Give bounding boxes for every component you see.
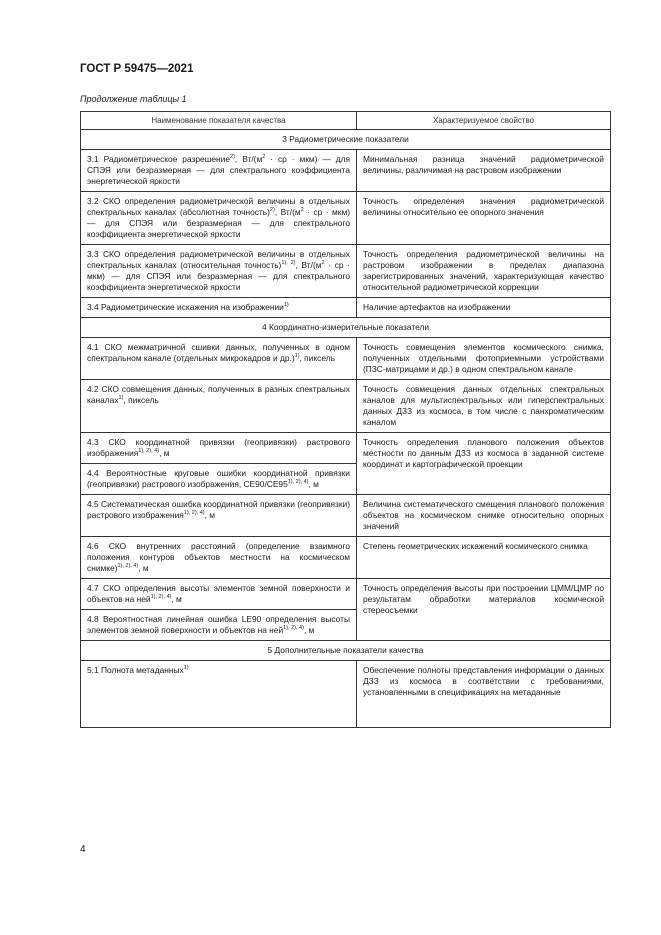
table-row [81, 661, 611, 728]
table-row [81, 579, 611, 610]
indicator-cell: 3.2 СКО определения радиометрической величины в отдельных спектральных каналах (абсолютная точность)$^{2)}$, $Вт/(м^2$ · ср · мкм) — для СПЭЯ или безразмерная — для спектрального коэффициента энергетической яркости [81, 192, 357, 245]
property-cell: Точность определения радиометрической величины на растровом изображении в пределах диапазона зарегистрированных значений, характеризующая качество относительной радиометрической коррекции [357, 245, 611, 298]
column-header-indicator: Наименование показателя качества [81, 112, 357, 130]
table-row [81, 433, 611, 464]
property-cell: Точность определения значения радиометрической величины относительно ее опорного значения [357, 192, 611, 245]
section-row-coordinate [81, 318, 611, 338]
table-row [81, 338, 611, 380]
section-title: 3 Радиометрические показатели [81, 130, 611, 150]
section-row-additional [81, 641, 611, 661]
document-code: ГОСТ Р 59475—2021 [80, 63, 194, 75]
property-cell: Точность совмещения элементов космического снимка, полученных отдельными фотоприемными устройствами (ПЗС-матрицами и др.) в одном спектральном канале [357, 338, 611, 380]
table-row [81, 380, 611, 433]
indicator-cell: 3.4 Радиометрические искажения на изображении$^{1)}$ [81, 298, 357, 318]
property-cell: Точность определения планового положения объектов местности по данным ДЗЗ из космоса в заданной системе координат и картографической проекции [357, 433, 611, 495]
indicator-cell: 4.2 СКО совмещения данных, полученных в разных спектральных каналах$^{1)}$, пиксель [81, 380, 357, 433]
table-row [81, 245, 611, 298]
indicator-cell: 4.3 СКО координатной привязки (геопривязки) растрового изображения$^{1), 2), 4)}$, м [81, 433, 357, 464]
table-row [81, 150, 611, 192]
indicator-cell: 4.7 СКО определения высоты элементов земной поверхности и объектов на ней$^{1), 2), 4)}$, м [81, 579, 357, 610]
property-cell: Величина систематического смещения планового положения объектов на космическом снимке относительно опорных значений [357, 495, 611, 537]
property-cell: Точность совмещения данных отдельных спектральных каналов для мультиспектральных или гиперспектральных данных ДЗЗ из космоса, в том числе с панхроматическим каналом [357, 380, 611, 433]
page-number: 4 [80, 844, 86, 855]
table-header-row [81, 112, 611, 130]
indicator-cell: 3.3 СКО определения радиометрической величины в отдельных спектральных каналах (относительная точность)$^{1), 2)}$, $Вт/(м^2$ · ср · мкм) — для СПЭЯ или безразмерная — для спектрального коэффициента энергетической яркости [81, 245, 357, 298]
table-row [81, 298, 611, 318]
column-header-property: Характеризуемое свойство [357, 112, 611, 130]
indicator-cell: 4.4 Вероятностные круговые ошибки координатной привязки (геопривязки) растрового изображения, $CE90/CE95^{1), 2), 4)}$, м [81, 464, 357, 495]
indicator-cell: 5.1 Полнота метаданных$^{1)}$ [81, 661, 357, 728]
section-title: 4 Координатно-измерительные показатели [81, 318, 611, 338]
indicator-cell: 4.6 СКО внутренних расстояний (определение взаимного положения контуров объектов местности на космическом снимке)$^{1), 2), 4)}$, м [81, 537, 357, 579]
table-row [81, 192, 611, 245]
indicator-cell: 4.5 Систематическая ошибка координатной привязки (геопривязки) растрового изображения$^{1), 2), 4)}$, м [81, 495, 357, 537]
section-title: 5 Дополнительные показатели качества [81, 641, 611, 661]
indicator-cell: 3.1 Радиометрическое разрешение$^{2)}$, $Вт/(м^2$ · ср · мкм) — для СПЭЯ или безразмерная — для спектрального коэффициента энергетической яркости [81, 150, 357, 192]
table-row [81, 495, 611, 537]
property-cell: Обеспечение полноты представления информации о данных ДЗЗ из космоса в соответствии с требованиями, установленными в спецификациях на метаданные [357, 661, 611, 728]
property-cell: Точность определения высоты при построении ЦММ/ЦМР по результатам обработки материалов космической стереосъемки [357, 579, 611, 641]
table-continuation-caption: Продолжение таблицы 1 [80, 94, 187, 104]
section-row-radiometric [81, 130, 611, 150]
indicator-cell: 4.1 СКО межматричной сшивки данных, полученных в одном спектральном канале (отдельных микрокадров и др.)$^{1)}$, пиксель [81, 338, 357, 380]
property-cell: Минимальная разница значений радиометрической величины, различимая на растровом изображении [357, 150, 611, 192]
property-cell: Наличие артефактов на изображении [357, 298, 611, 318]
quality-indicators-table [80, 111, 611, 728]
table-row [81, 537, 611, 579]
property-cell: Степень геометрических искажений космического снимка [357, 537, 611, 579]
indicator-cell: 4.8 Вероятностная линейная ошибка LE90 определения высоты элементов земной поверхности и объектов на ней$^{1), 2), 4)}$, м [81, 610, 357, 641]
